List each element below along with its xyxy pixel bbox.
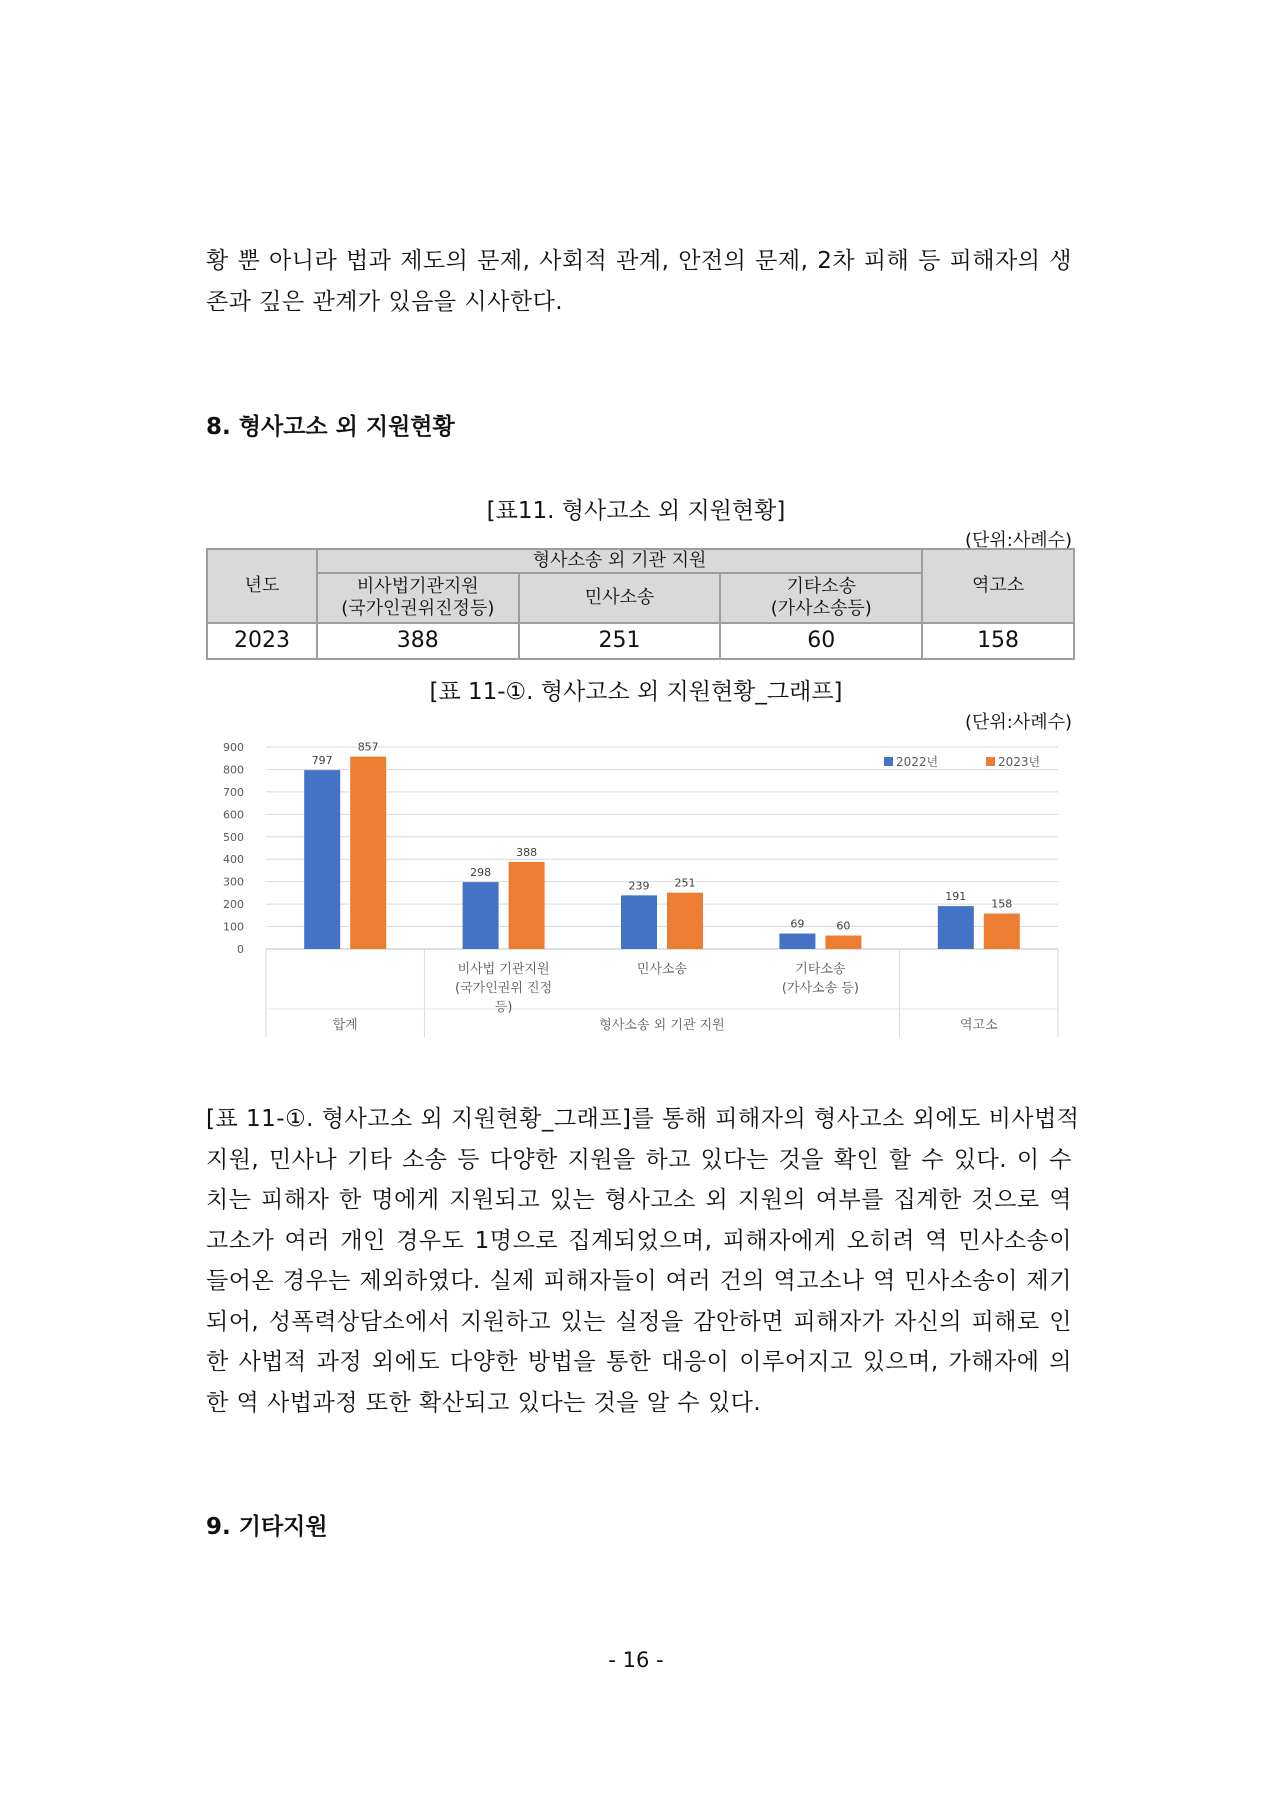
y-tick-label: 300 <box>223 875 244 889</box>
bar-2022년 <box>779 934 815 949</box>
header-group: 형사소송 외 기관 지원 <box>317 549 922 573</box>
intro-line: 존과 깊은 관계가 있음을 시사한다. <box>206 288 564 315</box>
legend-label: 2022년 <box>896 755 939 769</box>
page-number: - 16 - <box>608 1648 664 1672</box>
analysis-line: 들어온 경우는 제외하였다. 실제 피해자들이 여러 건의 역고소나 역 민사소송이 제기 <box>206 1268 1072 1294</box>
cell-year: 2023 <box>207 623 317 659</box>
legend-swatch <box>884 757 893 766</box>
data-label: 191 <box>945 890 967 904</box>
analysis-line: 한 역 사법과정 또한 확산되고 있다는 것을 알 수 있다. <box>206 1389 762 1416</box>
data-label: 857 <box>357 740 379 754</box>
header-year: 년도 <box>207 549 317 623</box>
support-table <box>206 548 1075 660</box>
cell-civil: 251 <box>519 623 721 659</box>
cell-nonjudicial: 388 <box>317 623 519 659</box>
y-tick-label: 0 <box>237 943 244 956</box>
data-label: 158 <box>991 897 1013 911</box>
bar-2022년 <box>304 770 340 949</box>
header-other-line1: 기타소송 <box>786 576 857 597</box>
analysis-line: 지원, 민사나 기타 소송 등 다양한 지원을 하고 있다는 것을 확인 할 수 있다. 이 수 <box>206 1146 1072 1173</box>
cell-other: 60 <box>720 623 922 659</box>
group-label: 형사소송 외 기관 지원 <box>599 1018 725 1033</box>
header-other <box>720 573 922 623</box>
header-nonjudicial <box>317 573 519 623</box>
cell-counter-suit: 158 <box>922 623 1074 659</box>
analysis-line: 한 사법적 과정 외에도 다양한 방법을 통한 대응이 이루어지고 있으며, 가해자에 의 <box>206 1349 1072 1375</box>
y-tick-label: 100 <box>223 920 244 934</box>
category-label: 민사소송 <box>636 962 688 977</box>
y-tick-label: 900 <box>223 741 244 754</box>
bar-2023년 <box>509 862 545 949</box>
header-other-line2: (가사소송등) <box>770 598 872 619</box>
analysis-paragraph <box>206 1099 1080 1423</box>
data-label: 60 <box>836 919 851 933</box>
group-label: 역고소 <box>959 1018 998 1033</box>
data-label: 388 <box>516 845 538 859</box>
graph-caption: [표 11-①. 형사고소 외 지원현황_그래프] <box>429 679 843 705</box>
group-label: 합계 <box>332 1018 358 1033</box>
analysis-line: 고소가 여러 개인 경우도 1명으로 집계되었으며, 피해자에게 오히려 역 민사소송이 <box>206 1227 1072 1254</box>
intro-line: 황 뿐 아니라 법과 제도의 문제, 사회적 관계, 안전의 문제, 2차 피해 등 피해자의 생 <box>206 248 1072 274</box>
y-tick-label: 600 <box>223 808 244 822</box>
section-heading: 8. 형사고소 외 지원현황 <box>206 414 455 440</box>
graph-unit: (단위:사례수) <box>964 712 1072 733</box>
table-caption: [표11. 형사고소 외 지원현황] <box>486 498 786 524</box>
table-unit: (단위:사례수) <box>964 530 1072 551</box>
data-label: 298 <box>470 866 492 880</box>
data-label: 69 <box>790 917 805 931</box>
category-label: 등) <box>494 1000 513 1015</box>
y-tick-label: 400 <box>223 853 244 867</box>
y-tick-label: 500 <box>223 830 244 844</box>
category-label: 기타소송 <box>795 962 846 977</box>
header-civil: 민사소송 <box>519 573 721 623</box>
data-label: 239 <box>628 879 650 893</box>
bar-2023년 <box>350 757 386 949</box>
y-tick-label: 800 <box>223 763 244 777</box>
category-label: (국가인권위 진정 <box>455 981 553 996</box>
legend-swatch <box>986 757 995 766</box>
category-label: 비사법 기관지원 <box>457 962 550 977</box>
intro-paragraph <box>206 241 1072 322</box>
bar-2023년 <box>667 893 703 949</box>
header-counter-suit: 역고소 <box>922 549 1074 623</box>
bar-2022년 <box>463 882 499 949</box>
bar-2023년 <box>825 936 861 949</box>
header-nonjudicial-line2: (국가인권위진정등) <box>341 598 495 619</box>
bar-2022년 <box>938 906 974 949</box>
section-heading: 9. 기타지원 <box>206 1514 328 1540</box>
data-label: 251 <box>674 876 696 890</box>
support-bar-chart <box>206 735 1072 1045</box>
bar-2023년 <box>984 914 1020 949</box>
y-tick-label: 200 <box>223 898 244 912</box>
legend-label: 2023년 <box>998 755 1041 769</box>
bar-2022년 <box>621 895 657 949</box>
analysis-line: 되어, 성폭력상담소에서 지원하고 있는 실정을 감안하면 피해자가 자신의 피해로 인 <box>206 1308 1072 1335</box>
category-label: (가사소송 등) <box>781 981 859 996</box>
y-tick-label: 700 <box>223 785 244 799</box>
analysis-line: [표 11-①. 형사고소 외 지원현황_그래프]를 통해 피해자의 형사고소 외에도 비사법적 <box>206 1106 1080 1132</box>
analysis-line: 치는 피해자 한 명에게 지원되고 있는 형사고소 외 지원의 여부를 집계한 것으로 역 <box>206 1187 1072 1213</box>
data-label: 797 <box>311 754 333 768</box>
header-nonjudicial-line1: 비사법기관지원 <box>356 576 479 597</box>
